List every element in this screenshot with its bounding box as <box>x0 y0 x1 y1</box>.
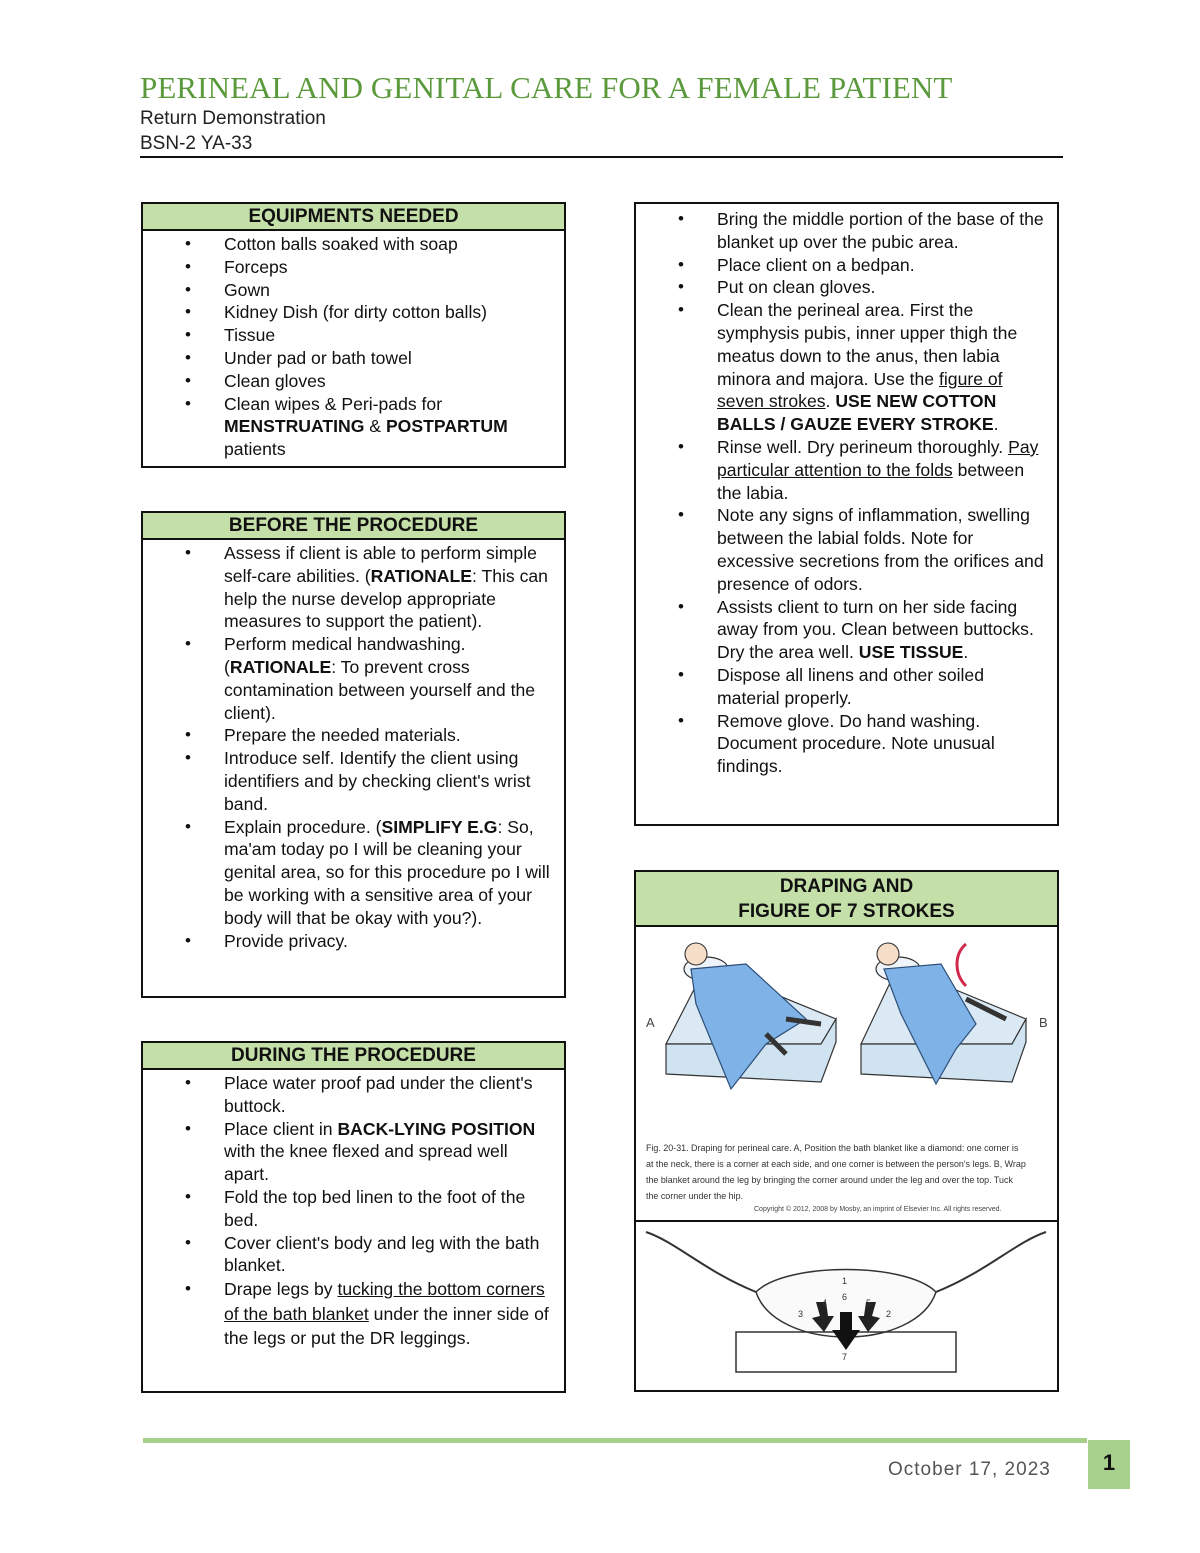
footer-rule <box>143 1438 1087 1443</box>
item-bold: POSTPARTUM <box>385 416 508 437</box>
list-item: • Put on clean gloves. <box>636 276 1049 299</box>
figure-label-b: B <box>1039 1015 1048 1030</box>
list-item: • Provide privacy. <box>143 930 556 953</box>
item-bold: USE NEW COTTON BALLS / GAUZE EVERY STROKE <box>717 391 997 435</box>
stroke-number: 5 <box>866 1298 872 1308</box>
procedure-continued-box <box>634 202 1059 826</box>
equipments-heading: EQUIPMENTS NEEDED <box>143 204 564 231</box>
footer-date: October 17, 2023 <box>888 1459 1051 1480</box>
page-title: PERINEAL AND GENITAL CARE FOR A FEMALE PATIENT <box>140 70 953 105</box>
list-item: • Introduce self. Identify the client using identifiers and by checking client's wrist band. <box>143 747 556 815</box>
perineal-strokes-illustration <box>636 1222 1057 1392</box>
figure-area <box>636 924 1057 1392</box>
item-text: Perform medical handwashing. ( <box>224 634 466 677</box>
list-item: • Under pad or bath towel <box>143 347 556 370</box>
list-item: • Forceps <box>143 256 556 279</box>
item-text: . <box>963 642 969 663</box>
head-a <box>685 943 707 965</box>
list-item <box>143 542 556 633</box>
item-text: Clean wipes & Peri-pads for <box>224 393 443 414</box>
equipments-list <box>143 231 564 461</box>
figure-copyright: Copyright © 2012, 2008 by Mosby, an imprint of Elsevier Inc. All rights reserved. <box>754 1206 1002 1213</box>
item-text: Clean the perineal area. First the symphysis pubis, inner upper thigh the meatus down to the anus, then labia minora and majora. Use the <box>717 300 1018 389</box>
list-item <box>143 1118 556 1186</box>
item-bold: RATIONALE <box>229 656 332 677</box>
list-item <box>636 596 1049 664</box>
stroke-number: 4 <box>822 1298 828 1308</box>
figure-caption: Fig. 20-31. Draping for perineal care. A, Position the bath blanket like a diamond: one corner is at the neck, there is a corner at each side, and one corner is between the person's legs. B, Wrap the blanket around the leg by bringing the corner around under the leg and over the top. Tuck the corner under the hip. <box>646 1142 1026 1201</box>
list-item: • Tissue <box>143 324 556 347</box>
item-bold: RATIONALE <box>370 565 472 586</box>
list-item <box>143 393 556 461</box>
item-text: Drape legs by <box>224 1279 338 1300</box>
before-procedure-box <box>141 511 566 998</box>
subtitle-return-demo: Return Demonstration <box>140 108 326 129</box>
list-item: • Clean gloves <box>143 370 556 393</box>
draping-figure-a <box>666 943 836 1089</box>
during-list <box>143 1070 564 1351</box>
item-text: Explain procedure. ( <box>224 816 382 837</box>
item-underline: figure of seven strokes <box>717 368 1003 412</box>
item-text: patients <box>224 439 286 460</box>
item-text: . <box>825 391 836 412</box>
stroke-number: 2 <box>886 1309 892 1319</box>
during-heading: DURING THE PROCEDURE <box>143 1043 564 1070</box>
stroke-number: 3 <box>798 1309 804 1319</box>
item-text: . <box>993 414 999 435</box>
draping-figure-box <box>634 870 1059 1392</box>
item-text: between the labia. <box>717 459 1025 503</box>
list-item: • Note any signs of inflammation, swelling between the labial folds. Note for excessive secretions from the orifices and presence of odors. <box>636 504 1049 595</box>
item-text: under the inner side of the legs or put the DR leggings. <box>224 1303 549 1349</box>
list-item <box>143 1277 556 1351</box>
during-procedure-box <box>141 1041 566 1393</box>
subtitle-section: BSN-2 YA-33 <box>140 133 253 154</box>
item-underline: tucking the bottom corners of the bath blanket <box>224 1279 545 1324</box>
item-bold: USE TISSUE <box>858 642 964 663</box>
list-item: • Bring the middle portion of the base of the blanket up over the pubic area. <box>636 208 1049 254</box>
item-text: Rinse well. Dry perineum thoroughly. <box>717 436 1009 457</box>
item-text: with the knee flexed and spread well apart. <box>224 1141 508 1185</box>
figure-label-a: A <box>646 1015 655 1030</box>
list-item <box>143 633 556 724</box>
figure-heading <box>636 872 1057 927</box>
stroke-number: 7 <box>842 1352 848 1362</box>
item-bold: MENSTRUATING <box>224 416 365 437</box>
item-text: Assess if client is able to perform simple self-care abilities. ( <box>224 543 537 586</box>
list-item <box>143 816 556 930</box>
item-text: : So, ma'am today po I will be cleaning your genital area, so for this procedure po I will be working with a sensitive area of your body will that be okay with you?). <box>224 816 550 928</box>
page-number: 1 <box>1088 1440 1130 1489</box>
continued-list <box>636 204 1057 778</box>
figure-heading-line2: FIGURE OF 7 STROKES <box>738 901 955 922</box>
wrap-arrow-icon <box>957 944 966 986</box>
item-bold: BACK-LYING POSITION <box>337 1118 536 1139</box>
item-underline: Pay particular attention to the folds <box>717 436 1039 480</box>
stroke-number: 6 <box>842 1292 848 1302</box>
figure-heading-line1: DRAPING AND <box>779 876 914 897</box>
list-item: • Gown <box>143 279 556 302</box>
list-item <box>636 299 1049 436</box>
list-item: • Dispose all linens and other soiled material properly. <box>636 664 1049 710</box>
item-text: : To prevent cross contamination between yourself and the client). <box>224 656 536 723</box>
list-item: • Fold the top bed linen to the foot of the bed. <box>143 1186 556 1232</box>
header-rule <box>140 156 1063 158</box>
item-text: & <box>364 416 386 437</box>
list-item: • Place client on a bedpan. <box>636 254 1049 277</box>
item-text: Assists client to turn on her side facing away from you. Clean between buttocks. Dry the area well. <box>717 596 1034 663</box>
stroke-number: 1 <box>842 1276 848 1286</box>
head-b <box>877 943 899 965</box>
draping-figure-b <box>861 943 1026 1084</box>
equipments-box <box>141 202 566 468</box>
list-item: • Kidney Dish (for dirty cotton balls) <box>143 301 556 324</box>
item-bold: SIMPLIFY E.G <box>381 816 498 837</box>
patient-leg-left <box>646 1232 756 1292</box>
patient-leg-right <box>936 1232 1046 1292</box>
before-heading: BEFORE THE PROCEDURE <box>143 513 564 540</box>
list-item: • Cover client's body and leg with the bath blanket. <box>143 1232 556 1278</box>
item-text: Place client in <box>224 1118 338 1139</box>
list-item: • Remove glove. Do hand washing. Document procedure. Note unusual findings. <box>636 710 1049 778</box>
list-item <box>636 436 1049 504</box>
list-item: • Place water proof pad under the client's buttock. <box>143 1072 556 1118</box>
list-item: • Prepare the needed materials. <box>143 724 556 747</box>
before-list <box>143 540 564 952</box>
list-item: • Cotton balls soaked with soap <box>143 233 556 256</box>
item-text: : This can help the nurse develop appropriate measures to support the patient). <box>224 565 548 632</box>
